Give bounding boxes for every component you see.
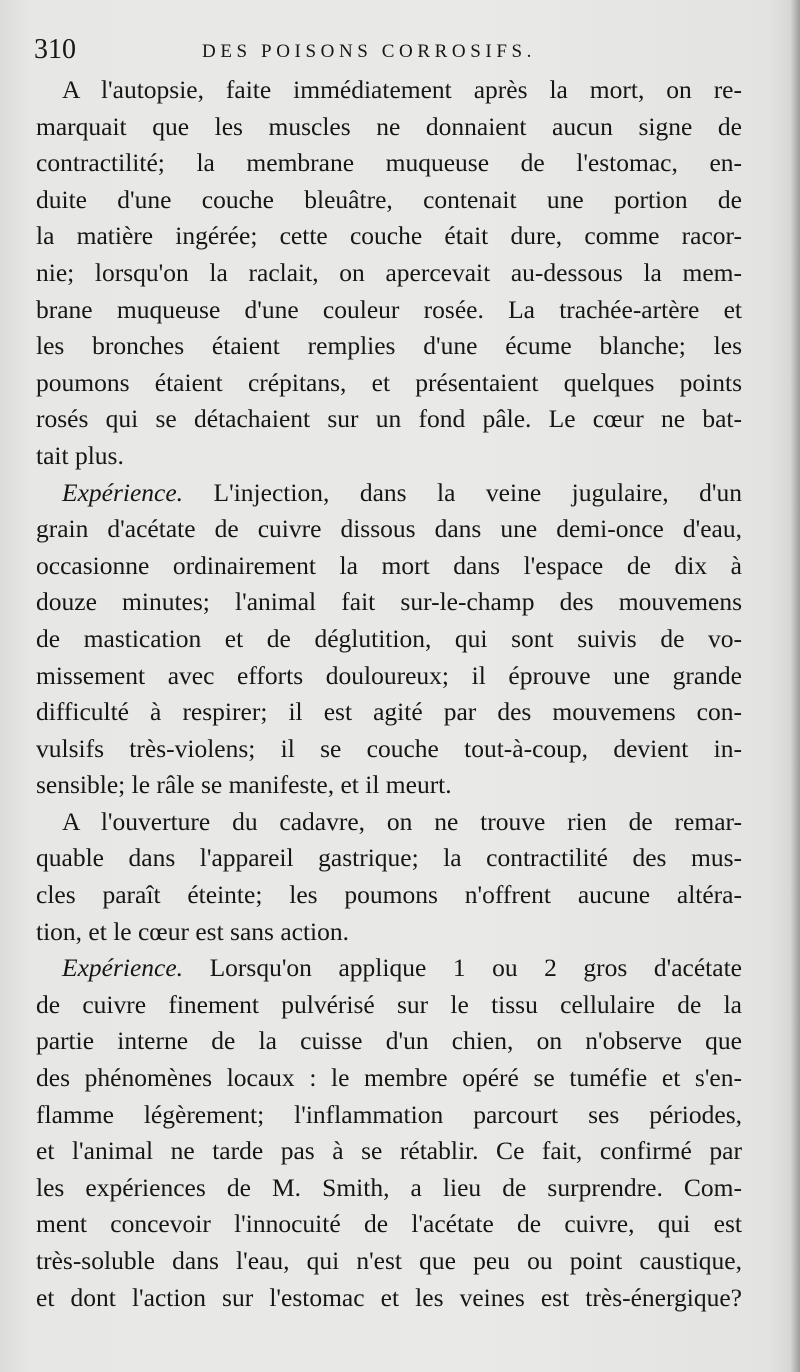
text-line: contractilité; la membrane muqueuse de l'estomac, en-	[36, 148, 742, 178]
text-line: difficulté à respirer; il est agité par des mouvemens con-	[36, 697, 742, 727]
experience-heading: Expérience.	[62, 953, 184, 983]
text-line: grain d'acétate de cuivre dissous dans une demi-once d'eau,	[36, 514, 742, 544]
running-title: DES POISONS CORROSIFS.	[202, 41, 537, 62]
text-line: cles paraît éteinte; les poumons n'offrent aucune altéra-	[36, 880, 742, 910]
text-line: les expériences de M. Smith, a lieu de surprendre. Com-	[36, 1172, 742, 1202]
text-line-rest: Lorsqu'on applique 1 ou 2 gros d'acétate	[183, 953, 742, 983]
text-line: occasionne ordinairement la mort dans l'espace de dix à	[36, 550, 742, 580]
paragraph-autopsy	[36, 72, 742, 475]
text-line: A l'ouverture du cadavre, on ne trouve rien de remar-	[62, 806, 742, 836]
page-edge-shadow	[790, 0, 800, 1372]
text-line: A l'autopsie, faite immédiatement après la mort, on re-	[62, 75, 742, 104]
text-line: ment concevoir l'innocuité de l'acétate de cuivre, qui est	[36, 1209, 742, 1239]
paragraph-cadaver	[36, 804, 742, 950]
text-line: douze minutes; l'animal fait sur-le-champ des mouvemens	[36, 587, 742, 617]
text-line: et dont l'action sur l'estomac et les veines est très-énergique?	[36, 1282, 742, 1312]
text-line	[36, 950, 742, 987]
text-line: nie; lorsqu'on la raclait, on apercevait au-dessous la mem-	[36, 257, 742, 287]
paragraph-experience-injection	[36, 475, 742, 804]
text-line: marquait que les muscles ne donnaient aucun signe de	[36, 111, 742, 141]
text-line: la matière ingérée; cette couche était dure, comme racor-	[36, 221, 742, 251]
text-line: de cuivre finement pulvérisé sur le tissu cellulaire de la	[36, 989, 742, 1019]
experience-heading: Expérience.	[62, 477, 184, 507]
text-line: flamme légèrement; l'inflammation parcourt ses périodes,	[36, 1099, 742, 1129]
text-line-rest: L'injection, dans la veine jugulaire, d'un	[183, 477, 742, 507]
text-line: tion, et le cœur est sans action.	[36, 916, 349, 946]
paragraph-experience-application	[36, 950, 742, 1316]
text-line: de mastication et de déglutition, qui sont suivis de vo-	[36, 623, 742, 653]
text-line: vulsifs très-violens; il se couche tout-à-coup, devient in-	[36, 733, 742, 763]
text-line: très-soluble dans l'eau, qui n'est que peu ou point caustique,	[36, 1246, 742, 1275]
page-header	[34, 34, 764, 74]
page-number: 310	[34, 34, 76, 65]
text-line: rosés qui se détachaient sur un fond pâle. Le cœur ne bat-	[36, 404, 742, 434]
text-line: duite d'une couche bleuâtre, contenait une portion de	[36, 184, 742, 214]
text-line: brane muqueuse d'une couleur rosée. La trachée-artère et	[36, 294, 742, 324]
text-line	[36, 475, 742, 512]
text-line: et l'animal ne tarde pas à se rétablir. Ce fait, confirmé par	[36, 1136, 742, 1166]
text-line: poumons étaient crépitans, et présentaient quelques points	[36, 367, 742, 397]
text-line: les bronches étaient remplies d'une écume blanche; les	[36, 331, 742, 361]
text-line: partie interne de la cuisse d'un chien, on n'observe que	[36, 1026, 742, 1056]
text-line: sensible; le râle se manifeste, et il meurt.	[36, 770, 452, 800]
text-line: des phénomènes locaux : le membre opéré se tuméfie et s'en-	[36, 1063, 742, 1093]
text-line: quable dans l'appareil gastrique; la contractilité des mus-	[36, 843, 742, 873]
text-line: tait plus.	[36, 440, 124, 470]
body-text	[36, 72, 742, 1316]
text-line: missement avec efforts douloureux; il éprouve une grande	[36, 660, 742, 690]
